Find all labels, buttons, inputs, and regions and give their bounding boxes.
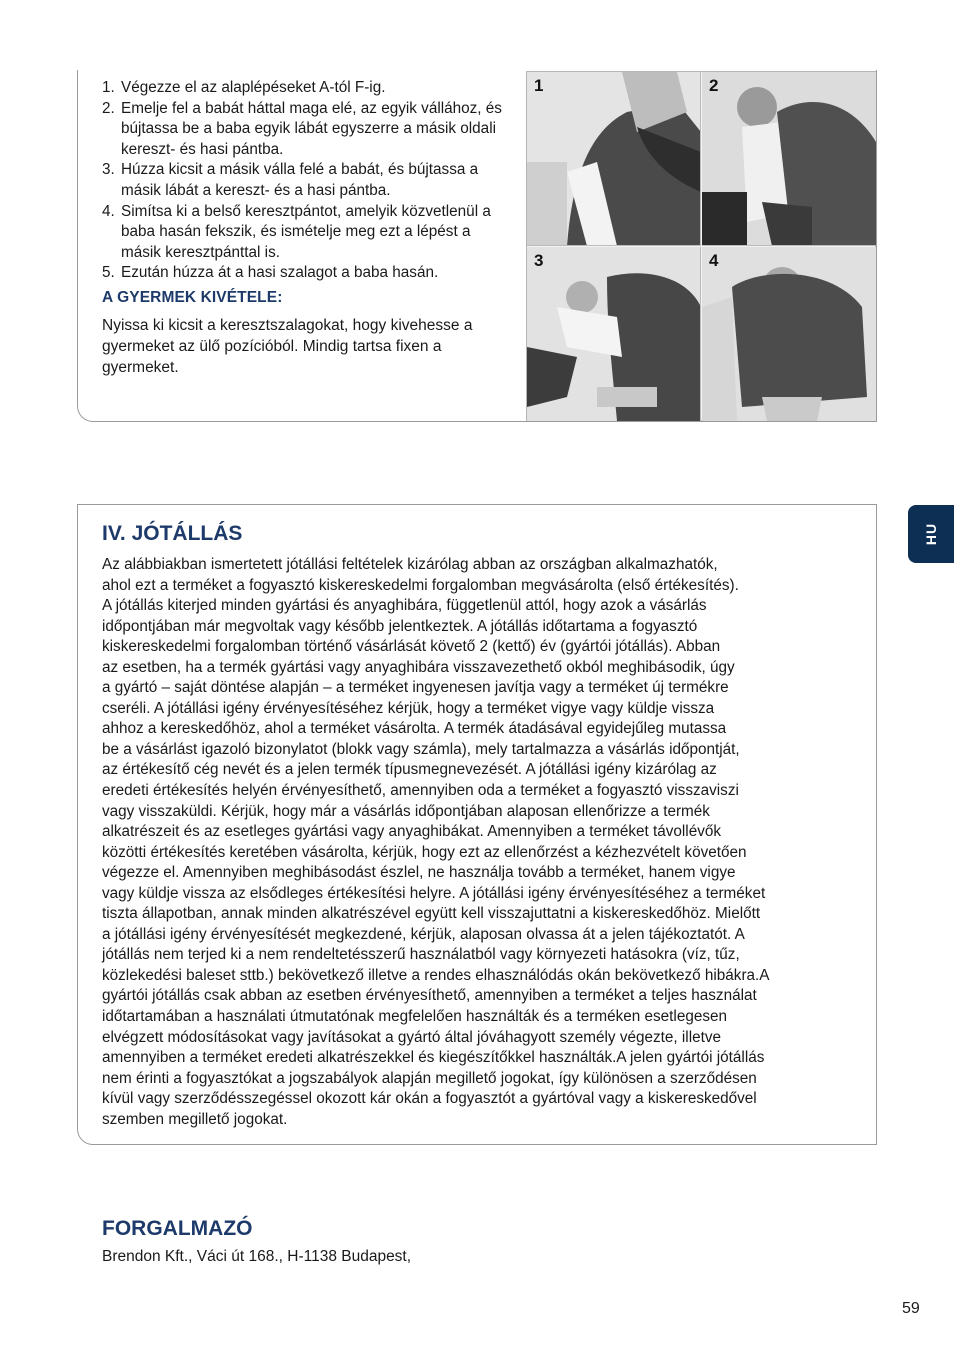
- photo-step-1: [527, 72, 701, 246]
- list-item: 4. Simítsa ki a belső keresztpántot, amelyik közvetlenül a baba hasán fekszik, és ismételje meg ezt a lépést a másik keresztpánttal is.: [102, 202, 491, 261]
- page-number: 59: [902, 1300, 920, 1317]
- photo-step-2: [702, 72, 876, 246]
- steps-list: [102, 78, 512, 284]
- step-text: Húzza kicsit a másik válla felé a babát, és bújtassa a másik lábát a kereszt- és a hasi pántba.: [121, 161, 479, 199]
- photo-step-3: [527, 247, 701, 421]
- photo-label: 1: [534, 76, 544, 95]
- removal-text: Nyissa ki kicsit a keresztszalagokat, hogy kivehesse a gyermeket az ülő pozícióból. Mindig tartsa fixen a gyermeket.: [102, 317, 473, 376]
- list-item: 1. Végezze el az alaplépéseket A-tól F-ig.: [102, 79, 386, 96]
- warranty-heading: IV. JÓTÁLLÁS: [102, 522, 243, 545]
- language-tab: [908, 505, 954, 563]
- language-tab-label: HU: [923, 522, 939, 546]
- photo-label: 4: [709, 251, 719, 270]
- list-item: 5. Ezután húzza át a hasi szalagot a baba hasán.: [102, 264, 439, 282]
- photo-label: 2: [709, 76, 719, 95]
- photo-step-4: [702, 247, 876, 421]
- removal-heading: A GYERMEK KIVÉTELE:: [102, 289, 283, 306]
- step-text: Emelje fel a babát háttal maga elé, az egyik vállához, és bújtassa be a baba egyik lábát egyszerre a másik oldali kereszt- és hasi pántba.: [121, 99, 502, 158]
- photo-label: 3: [534, 251, 544, 270]
- list-item: 3. Húzza kicsit a másik válla felé a babát, és bújtassa a másik lábát a kereszt- és a hasi pántba.: [102, 161, 479, 199]
- step-text: Simítsa ki a belső keresztpántot, amelyik közvetlenül a baba hasán fekszik, és ismételje meg ezt a lépést a másik keresztpánttal is.: [121, 202, 491, 261]
- list-item: 2. Emelje fel a babát háttal maga elé, az egyik vállához, és bújtassa be a baba egyik lábát egyszerre a másik oldali kereszt- és hasi pántba.: [102, 99, 502, 158]
- step-text: Ezután húzza át a hasi szalagot a baba hasán.: [121, 264, 439, 282]
- warranty-text: Az alábbiakban ismertetett jótállási feltételek kizárólag abban az országban alkalmazhatók, ahol ezt a terméket a fogyasztó kiskereskedelmi forgalomban megvásárolta (első értékesítés). A jótállás kiterjed minden gyártási és anyaghibára, függetlenül attól, hogy azok a vásárlás időpontjában már megvoltak vagy később jelentkeztek. A jótállás időtartama a fogyasztó kiskereskedelmi forgalomban történő vásárlását követő 2 (kettő) év (gyártói jótállás). Abban az esetben, ha a termék gyártási vagy anyaghibára visszavezethető okból meghibásodik, úgy a gyártó – saját döntése alapján – a terméket ingyenesen javítja vagy a terméket új termékre cseréli. A jótállási igény érvényesítéséhez kérjük, hogy a terméket vigye vagy küldje vissza ahhoz a kereskedőhöz, ahol a terméket vásárolta. A termék átadásával egyidejűleg mutassa be a vásárlást igazoló bizonylatot (blokk vagy számla), mely tartalmazza a vásárlás időpontját, az értékesítő cég nevét és a jelen termék típusmegnevezését. A jótállási igény kizárólag az eredeti értékesítés helyén érvényesíthető, amennyiben oda a terméket a fogyasztó visszaviszi vagy visszaküldi. Kérjük, hogy már a vásárlás időpontjában alaposan ellenőrizze a termék alkatrészeit és az esetleges gyártási vagy anyaghibákat. Amennyiben a terméket távollévők közötti értékesítés keretében vásárolta, kérjük, hogy ezt az ellenőrzést a kézhezvételt követően végezze el. Amennyiben meghibásodást észlel, ne használja tovább a terméket, hanem vigye vagy küldje vissza az elsődleges értékesítési helyre. A jótállási igény érvényesítéséhez a terméket tiszta állapotban, annak minden alkatrészével együtt kell visszajuttatni a kiskereskedőhöz. Mielőtt a jótállási igény érvényesítését megkezdené, kérjük, alaposan olvassa át a jelen tájékoztatót. A jótállás nem terjed ki a nem rendeltetésszerű használatból vagy környezeti hatásokra (víz, tűz, közlekedési baleset sttb.) bekövetkező illetve a rendes elhasználódás okán bekövetkező hibákra.A gyártói jótállás csak abban az esetben érvényesíthető, amennyiben a terméket a teljes használat időtartamában a használati útmutatónak megfelelően használták és a terméken esetlegesen elvégzett módosításokat vagy javításokat a gyártó által jóváhagyott személy végezte, illetve amennyiben a terméket eredeti alkatrészekkel és kiegészítőkkel használták.A jelen gyártói jótállás nem érinti a fogyasztókat a jogszabályok alapján megillető jogokat, így különösen a szerződésen kívül vagy szerződésszegéssel okozott kár okán a fogyasztót a gyártóval vagy a kiskereskedővel szemben megillető jogokat.: [102, 556, 770, 1128]
- distributor-address: Brendon Kft., Váci út 168., H-1138 Budapest,: [102, 1248, 412, 1265]
- step-text: Végezze el az alaplépéseket A-tól F-ig.: [121, 79, 386, 96]
- photo-grid: [526, 71, 876, 421]
- distributor-heading: FORGALMAZÓ: [102, 1217, 253, 1240]
